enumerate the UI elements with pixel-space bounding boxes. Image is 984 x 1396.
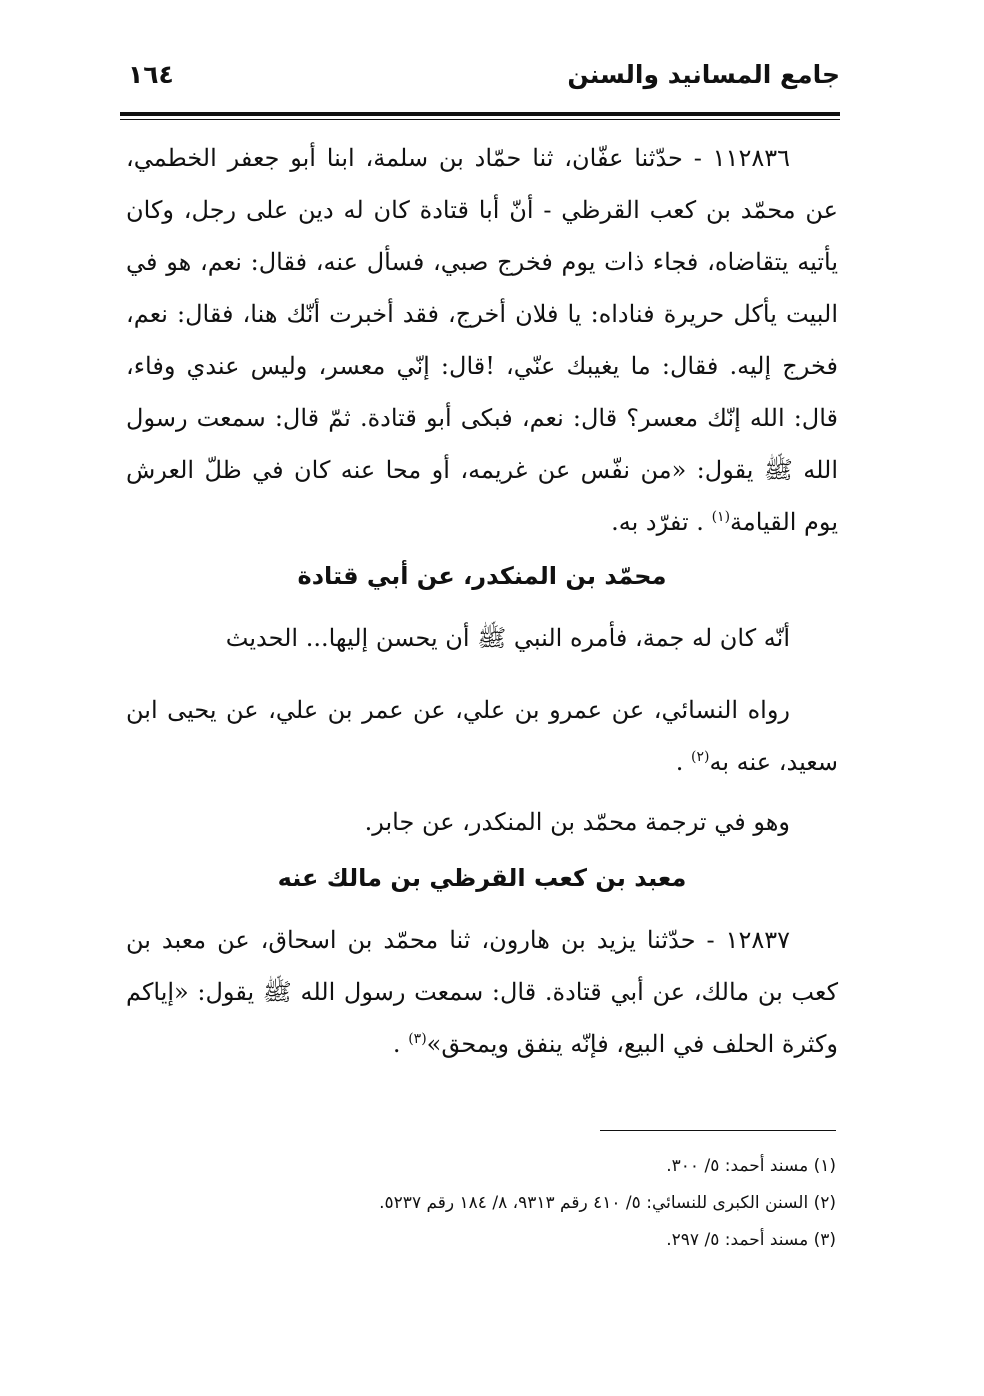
paragraph-text bbox=[126, 684, 838, 788]
footnote-1: (١) مسند أحمد: ٥/ ٣٠٠. bbox=[666, 1156, 836, 1176]
paragraph-text: وهو في ترجمة محمّد بن المنكدر، عن جابر. bbox=[364, 808, 790, 836]
footnote-2: (٢) السنن الكبرى للنسائي: ٥/ ٤١٠ رقم ٩٣١٣، ٨/ ١٨٤ رقم ٥٢٣٧. bbox=[379, 1193, 836, 1213]
footnotes bbox=[126, 1148, 836, 1259]
narration-text: رواه النسائي، عن عمرو بن علي، عن عمر بن علي، عن يحيى ابن سعيد، عنه به bbox=[126, 696, 838, 776]
paragraph-text bbox=[126, 132, 838, 548]
header-rule-thin bbox=[120, 119, 840, 120]
footnote-ref-1: (١) bbox=[711, 509, 731, 525]
hadith-text: ١٢٨٣٧ - حدّثنا يزيد بن هارون، ثنا محمّد بن اسحاق، عن معبد بن كعب بن مالك، عن أبي قتادة. قال: سمعت رسول الله ﷺ يقول: «إياكم وكثرة الحلف في البيع، فإنّه ينفق ويمحق» bbox=[126, 926, 838, 1058]
section-heading-1: محمّد بن المنكدر، عن أبي قتادة bbox=[297, 562, 667, 590]
footnote-3: (٣) مسند أحمد: ٥/ ٢٩٧. bbox=[666, 1230, 836, 1250]
footnote-separator bbox=[600, 1130, 836, 1131]
paragraph-3 bbox=[126, 684, 838, 788]
paragraph-2 bbox=[126, 612, 838, 664]
paragraph-ending: . bbox=[675, 748, 684, 776]
section-heading-2: معبد بن كعب القرظي بن مالك عنه bbox=[277, 864, 687, 892]
paragraph-ending: . bbox=[392, 1030, 401, 1058]
footnote-ref-3: (٣) bbox=[408, 1031, 427, 1047]
paragraph-4 bbox=[126, 796, 838, 848]
hadith-paragraph-5 bbox=[126, 914, 838, 1070]
header-rule-thick bbox=[120, 112, 840, 116]
page-number: ١٦٤ bbox=[128, 60, 174, 89]
footnote-ref-2: (٢) bbox=[691, 749, 710, 765]
paragraph-text: أنّه كان له جمة، فأمره النبي ﷺ أن يحسن إليها... الحديث bbox=[225, 624, 790, 652]
hadith-paragraph-1 bbox=[126, 132, 838, 548]
hadith-text: ١١٢٨٣٦ - حدّثنا عفّان، ثنا حمّاد بن سلمة، ابنا أبو جعفر الخطمي، عن محمّد بن كعب القرظي - أنّ أبا قتادة كان له دين على رجل، وكان يأتيه يتقاضاه، فجاء ذات يوم فخرج صبي، فسأل عنه، فقال: نعم، هو في البيت يأكل حريرة فناداه: يا فلان أخرج، فقد أخبرت أنّك هنا، فقال: نعم، فخرج إليه. فقال: ما يغيبك عنّي، !قال: إنّي معسر، وليس عندي وفاء، قال: الله إنّك معسر؟ قال: نعم، فبكى أبو قتادة. ثمّ قال: سمعت رسول الله ﷺ يقول: «من نفّس عن غريمه، أو محا عنه كان في ظلّ العرش يوم القيامة bbox=[126, 144, 838, 536]
running-title: جامع المسانيد والسنن bbox=[567, 60, 840, 89]
paragraph-ending: . تفرّد به. bbox=[611, 508, 704, 536]
page-header bbox=[120, 56, 840, 100]
paragraph-text bbox=[126, 914, 838, 1070]
